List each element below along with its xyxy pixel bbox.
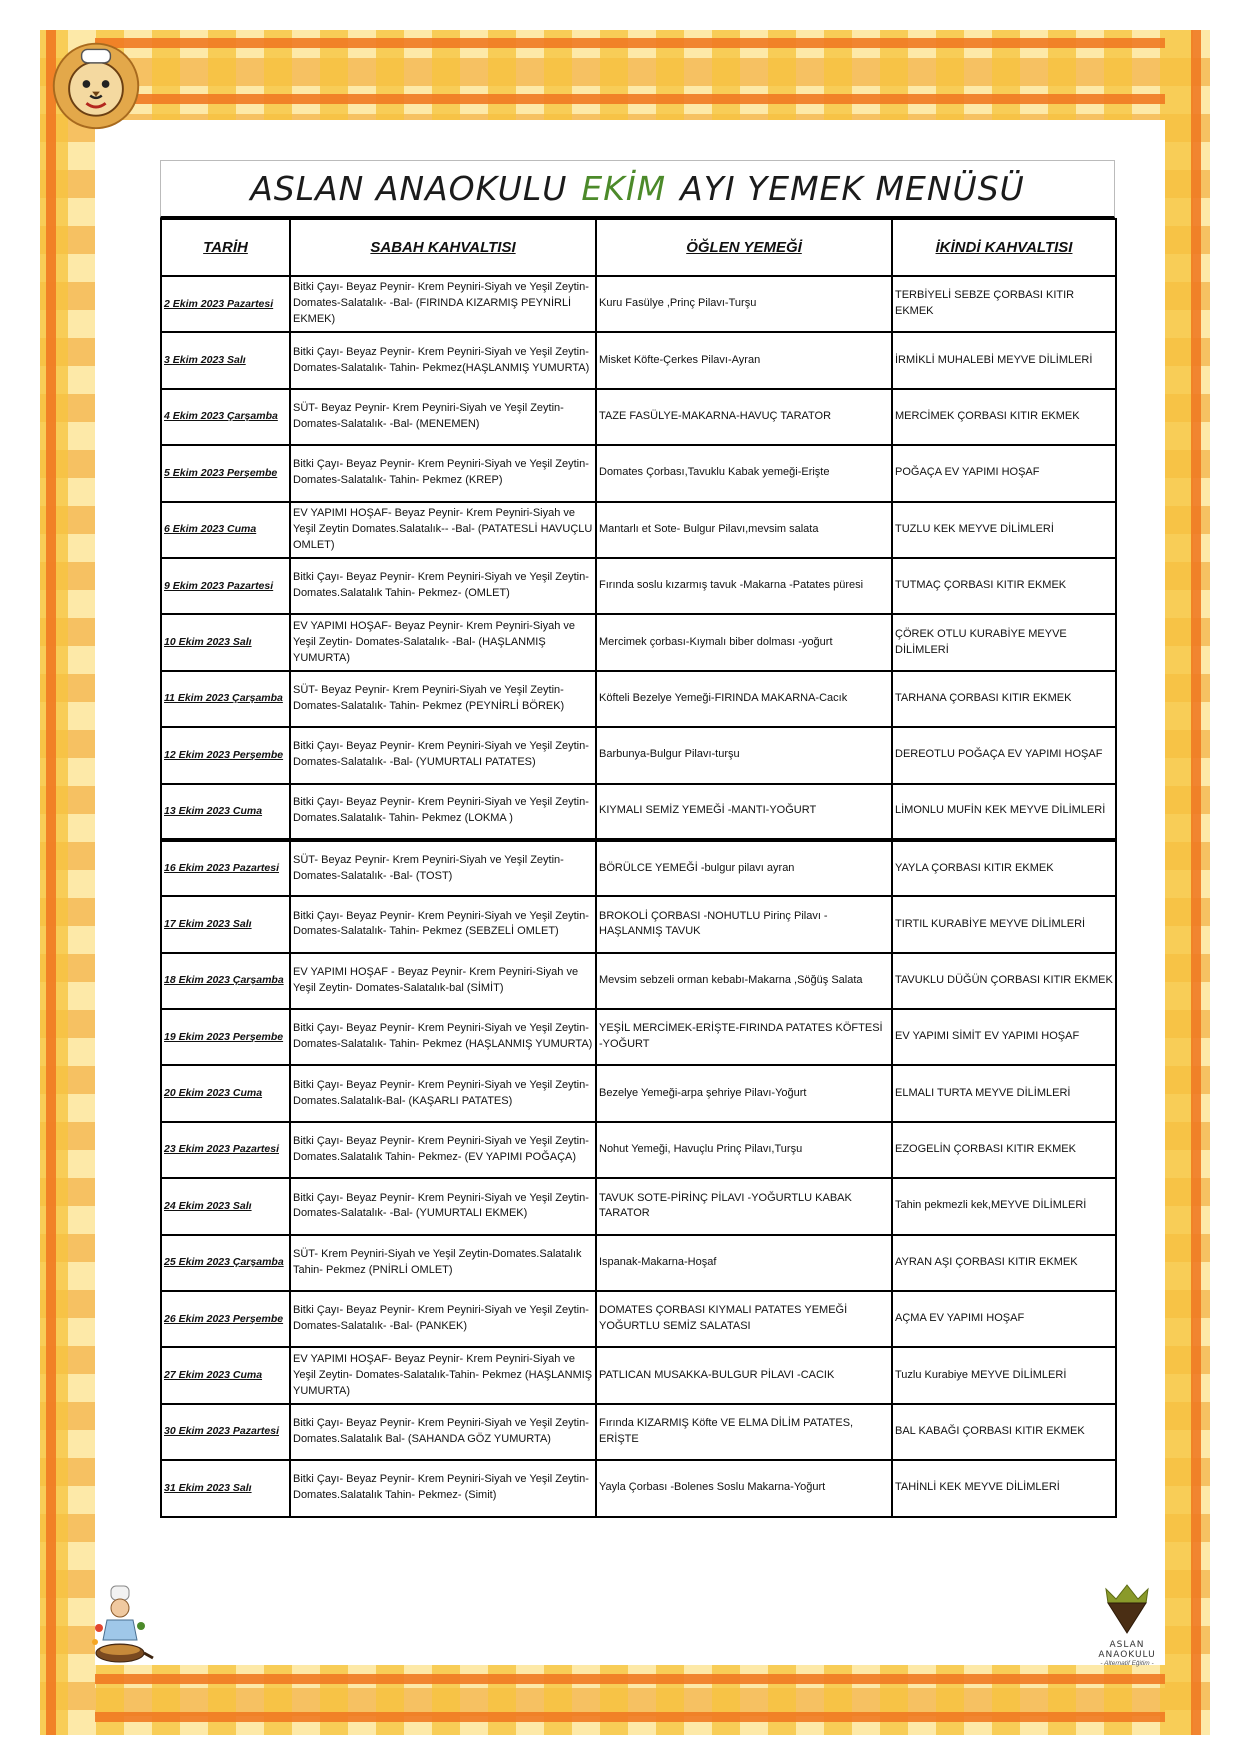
header-lunch: ÖĞLEN YEMEĞİ: [596, 219, 892, 276]
date-cell: 24 Ekim 2023 Salı: [161, 1178, 290, 1234]
title-rest: AYI YEMEK MENÜSÜ: [680, 169, 1025, 208]
snack-cell: Tuzlu Kurabiye MEYVE DİLİMLERİ: [892, 1347, 1116, 1403]
breakfast-cell: Bitki Çayı- Beyaz Peynir- Krem Peyniri-Siyah ve Yeşil Zeytin- Domates-Salatalık- -Bal- (YUMURTALI PATATES): [290, 727, 596, 783]
table-row: [161, 784, 1116, 840]
snack-cell: EV YAPIMI SİMİT EV YAPIMI HOŞAF: [892, 1009, 1116, 1065]
table-row: [161, 1065, 1116, 1121]
snack-cell: Tahin pekmezli kek,MEYVE DİLİMLERİ: [892, 1178, 1116, 1234]
breakfast-cell: EV YAPIMI HOŞAF - Beyaz Peynir- Krem Peyniri-Siyah ve Yeşil Zeytin- Domates-Salatalık-bal (SİMİT): [290, 953, 596, 1009]
border-bottom: [40, 1660, 1210, 1735]
table-row: [161, 1347, 1116, 1403]
breakfast-cell: EV YAPIMI HOŞAF- Beyaz Peynir- Krem Peyniri-Siyah ve Yeşil Zeytin Domates.Salatalık-- -Bal- (PATATESLİ HAVUÇLU OMLET): [290, 502, 596, 558]
breakfast-cell: Bitki Çayı- Beyaz Peynir- Krem Peyniri-Siyah ve Yeşil Zeytin-Domates.Salatalık- Tahin- Pekmez (LOKMA ): [290, 784, 596, 840]
snack-cell: TERBİYELİ SEBZE ÇORBASI KITIR EKMEK: [892, 276, 1116, 332]
table-row: [161, 276, 1116, 332]
date-cell: 18 Ekim 2023 Çarşamba: [161, 953, 290, 1009]
breakfast-cell: Bitki Çayı- Beyaz Peynir- Krem Peyniri-Siyah ve Yeşil Zeytin- Domates-Salatalık- -Bal- (FIRINDA KIZARMIŞ PEYNİRLİ EKMEK): [290, 276, 596, 332]
breakfast-cell: Bitki Çayı- Beyaz Peynir- Krem Peyniri-Siyah ve Yeşil Zeytin- Domates-Salatalık- Tahin- Pekmez(HAŞLANMIŞ YUMURTA): [290, 332, 596, 388]
title-month: EKİM: [581, 169, 667, 208]
date-cell: 23 Ekim 2023 Pazartesi: [161, 1122, 290, 1178]
table-row: [161, 1122, 1116, 1178]
lunch-cell: TAZE FASÜLYE-MAKARNA-HAVUÇ TARATOR: [596, 389, 892, 445]
breakfast-cell: EV YAPIMI HOŞAF- Beyaz Peynir- Krem Peyniri-Siyah ve Yeşil Zeytin- Domates-Salatalık- -Bal- (HAŞLANMIŞ YUMURTA): [290, 614, 596, 670]
date-cell: 6 Ekim 2023 Cuma: [161, 502, 290, 558]
table-row: [161, 727, 1116, 783]
table-row: [161, 389, 1116, 445]
date-cell: 31 Ekim 2023 Salı: [161, 1460, 290, 1516]
school-logo-tagline: - Alternatif Eğitim -: [1100, 1660, 1154, 1667]
page-title: [160, 160, 1115, 218]
lunch-cell: Fırında KIZARMIŞ Köfte VE ELMA DİLİM PATATES, ERİŞTE: [596, 1404, 892, 1460]
lunch-cell: TAVUK SOTE-PİRİNÇ PİLAVI -YOĞURTLU KABAK TARATOR: [596, 1178, 892, 1234]
lunch-cell: PATLICAN MUSAKKA-BULGUR PİLAVI -CACIK: [596, 1347, 892, 1403]
table-row: [161, 332, 1116, 388]
date-cell: 27 Ekim 2023 Cuma: [161, 1347, 290, 1403]
snack-cell: TAVUKLU DÜĞÜN ÇORBASI KITIR EKMEK: [892, 953, 1116, 1009]
snack-cell: TUZLU KEK MEYVE DİLİMLERİ: [892, 502, 1116, 558]
snack-cell: YAYLA ÇORBASI KITIR EKMEK: [892, 840, 1116, 896]
table-row: [161, 953, 1116, 1009]
menu-sheet: [160, 160, 1115, 1518]
lunch-cell: Bezelye Yemeği-arpa şehriye Pilavı-Yoğurt: [596, 1065, 892, 1121]
snack-cell: MERCİMEK ÇORBASI KITIR EKMEK: [892, 389, 1116, 445]
date-cell: 11 Ekim 2023 Çarşamba: [161, 671, 290, 727]
lunch-cell: Fırında soslu kızarmış tavuk -Makarna -Patates püresi: [596, 558, 892, 614]
snack-cell: EZOGELİN ÇORBASI KITIR EKMEK: [892, 1122, 1116, 1178]
date-cell: 13 Ekim 2023 Cuma: [161, 784, 290, 840]
lion-chef-logo-icon: [48, 36, 144, 132]
date-cell: 10 Ekim 2023 Salı: [161, 614, 290, 670]
date-cell: 19 Ekim 2023 Perşembe: [161, 1009, 290, 1065]
lunch-cell: Ispanak-Makarna-Hoşaf: [596, 1235, 892, 1291]
snack-cell: TUTMAÇ ÇORBASI KITIR EKMEK: [892, 558, 1116, 614]
date-cell: 5 Ekim 2023 Perşembe: [161, 445, 290, 501]
table-header-row: [161, 219, 1116, 276]
date-cell: 26 Ekim 2023 Perşembe: [161, 1291, 290, 1347]
snack-cell: POĞAÇA EV YAPIMI HOŞAF: [892, 445, 1116, 501]
date-cell: 30 Ekim 2023 Pazartesi: [161, 1404, 290, 1460]
snack-cell: ÇÖREK OTLU KURABİYE MEYVE DİLİMLERİ: [892, 614, 1116, 670]
breakfast-cell: SÜT- Beyaz Peynir- Krem Peyniri-Siyah ve Yeşil Zeytin-Domates-Salatalık- Tahin- Pekmez (PEYNİRLİ BÖREK): [290, 671, 596, 727]
table-row: [161, 1178, 1116, 1234]
breakfast-cell: SÜT- Krem Peyniri-Siyah ve Yeşil Zeytin-Domates.Salatalık Tahin- Pekmez (PNİRLİ OMLET): [290, 1235, 596, 1291]
school-logo: [1082, 1583, 1172, 1667]
breakfast-cell: Bitki Çayı- Beyaz Peynir- Krem Peyniri-Siyah ve Yeşil Zeytin-Domates.Salatalık Tahin- Pekmez- (EV YAPIMI POĞAÇA): [290, 1122, 596, 1178]
lunch-cell: Köfteli Bezelye Yemeği-FIRINDA MAKARNA-Cacık: [596, 671, 892, 727]
breakfast-cell: SÜT- Beyaz Peynir- Krem Peyniri-Siyah ve Yeşil Zeytin-Domates-Salatalık- -Bal- (TOST): [290, 840, 596, 896]
table-row: [161, 671, 1116, 727]
breakfast-cell: Bitki Çayı- Beyaz Peynir- Krem Peyniri-Siyah ve Yeşil Zeytin-Domates.Salatalık Tahin- Pekmez- (Simit): [290, 1460, 596, 1516]
menu-table: [160, 218, 1117, 1518]
breakfast-cell: EV YAPIMI HOŞAF- Beyaz Peynir- Krem Peyniri-Siyah ve Yeşil Zeytin- Domates-Salatalık-Tahin- Pekmez (HAŞLANMIŞ YUMURTA): [290, 1347, 596, 1403]
breakfast-cell: Bitki Çayı- Beyaz Peynir- Krem Peyniri-Siyah ve Yeşil Zeytin-Domates.Salatalık Bal- (SAHANDA GÖZ YUMURTA): [290, 1404, 596, 1460]
lunch-cell: Misket Köfte-Çerkes Pilavı-Ayran: [596, 332, 892, 388]
snack-cell: LİMONLU MUFİN KEK MEYVE DİLİMLERİ: [892, 784, 1116, 840]
snack-cell: AÇMA EV YAPIMI HOŞAF: [892, 1291, 1116, 1347]
table-row: [161, 445, 1116, 501]
lunch-cell: DOMATES ÇORBASI KIYMALI PATATES YEMEĞİ YOĞURTLU SEMİZ SALATASI: [596, 1291, 892, 1347]
border-left: [40, 30, 95, 1735]
lunch-cell: Domates Çorbası,Tavuklu Kabak yemeği-Erişte: [596, 445, 892, 501]
breakfast-cell: Bitki Çayı- Beyaz Peynir- Krem Peyniri-Siyah ve Yeşil Zeytin- Domates-Salatalık- -Bal- (YUMURTALI EKMEK): [290, 1178, 596, 1234]
lunch-cell: Mevsim sebzeli orman kebabı-Makarna ,Söğüş Salata: [596, 953, 892, 1009]
table-row: [161, 896, 1116, 952]
table-row: [161, 1009, 1116, 1065]
breakfast-cell: Bitki Çayı- Beyaz Peynir- Krem Peyniri-Siyah ve Yeşil Zeytin- Domates-Salatalık- Tahin- Pekmez (KREP): [290, 445, 596, 501]
header-snack: İKİNDİ KAHVALTISI: [892, 219, 1116, 276]
table-row: [161, 1460, 1116, 1516]
date-cell: 3 Ekim 2023 Salı: [161, 332, 290, 388]
snack-cell: TARHANA ÇORBASI KITIR EKMEK: [892, 671, 1116, 727]
lunch-cell: Mercimek çorbası-Kıymalı biber dolması -yoğurt: [596, 614, 892, 670]
school-logo-name: ASLAN ANAOKULU: [1098, 1640, 1156, 1660]
lunch-cell: Barbunya-Bulgur Pilavı-turşu: [596, 727, 892, 783]
breakfast-cell: Bitki Çayı- Beyaz Peynir- Krem Peyniri-Siyah ve Yeşil Zeytin- Domates-Salatalık- Tahin- Pekmez (SEBZELİ OMLET): [290, 896, 596, 952]
lunch-cell: Mantarlı et Sote- Bulgur Pilavı,mevsim salata: [596, 502, 892, 558]
table-row: [161, 614, 1116, 670]
lunch-cell: BÖRÜLCE YEMEĞİ -bulgur pilavı ayran: [596, 840, 892, 896]
date-cell: 16 Ekim 2023 Pazartesi: [161, 840, 290, 896]
title-school: ASLAN ANAOKULU: [250, 169, 568, 208]
date-cell: 20 Ekim 2023 Cuma: [161, 1065, 290, 1121]
table-row: [161, 1235, 1116, 1291]
date-cell: 12 Ekim 2023 Perşembe: [161, 727, 290, 783]
table-row: [161, 502, 1116, 558]
date-cell: 17 Ekim 2023 Salı: [161, 896, 290, 952]
breakfast-cell: Bitki Çayı- Beyaz Peynir- Krem Peyniri-Siyah ve Yeşil Zeytin- Domates-Salatalık- -Bal- (PANKEK): [290, 1291, 596, 1347]
table-row: [161, 840, 1116, 896]
snack-cell: TIRTIL KURABİYE MEYVE DİLİMLERİ: [892, 896, 1116, 952]
snack-cell: İRMİKLİ MUHALEBİ MEYVE DİLİMLERİ: [892, 332, 1116, 388]
chef-cooking-illustration-icon: [85, 1578, 155, 1673]
breakfast-cell: Bitki Çayı- Beyaz Peynir- Krem Peyniri-Siyah ve Yeşil Zeytin- Domates-Salatalık- Tahin- Pekmez (HAŞLANMIŞ YUMURTA): [290, 1009, 596, 1065]
date-cell: 2 Ekim 2023 Pazartesi: [161, 276, 290, 332]
lunch-cell: Yayla Çorbası -Bolenes Soslu Makarna-Yoğurt: [596, 1460, 892, 1516]
breakfast-cell: Bitki Çayı- Beyaz Peynir- Krem Peyniri-Siyah ve Yeşil Zeytin-Domates.Salatalık-Bal- (KAŞARLI PATATES): [290, 1065, 596, 1121]
header-breakfast: SABAH KAHVALTISI: [290, 219, 596, 276]
date-cell: 9 Ekim 2023 Pazartesi: [161, 558, 290, 614]
snack-cell: TAHİNLİ KEK MEYVE DİLİMLERİ: [892, 1460, 1116, 1516]
table-row: [161, 1291, 1116, 1347]
table-row: [161, 1404, 1116, 1460]
table-row: [161, 558, 1116, 614]
date-cell: 25 Ekim 2023 Çarşamba: [161, 1235, 290, 1291]
snack-cell: DEREOTLU POĞAÇA EV YAPIMI HOŞAF: [892, 727, 1116, 783]
border-right: [1165, 30, 1210, 1735]
crown-logo-icon: [1102, 1583, 1152, 1635]
lunch-cell: BROKOLİ ÇORBASI -NOHUTLU Pirinç Pilavı -HAŞLANMIŞ TAVUK: [596, 896, 892, 952]
lunch-cell: Nohut Yemeği, Havuçlu Prinç Pilavı,Turşu: [596, 1122, 892, 1178]
breakfast-cell: SÜT- Beyaz Peynir- Krem Peyniri-Siyah ve Yeşil Zeytin-Domates-Salatalık- -Bal- (MENEMEN): [290, 389, 596, 445]
lunch-cell: Kuru Fasülye ,Prinç Pilavı-Turşu: [596, 276, 892, 332]
lunch-cell: YEŞİL MERCİMEK-ERİŞTE-FIRINDA PATATES KÖFTESİ -YOĞURT: [596, 1009, 892, 1065]
header-date: TARİH: [161, 219, 290, 276]
snack-cell: AYRAN AŞI ÇORBASI KITIR EKMEK: [892, 1235, 1116, 1291]
snack-cell: BAL KABAĞI ÇORBASI KITIR EKMEK: [892, 1404, 1116, 1460]
breakfast-cell: Bitki Çayı- Beyaz Peynir- Krem Peyniri-Siyah ve Yeşil Zeytin-Domates.Salatalık Tahin- Pekmez- (OMLET): [290, 558, 596, 614]
lunch-cell: KIYMALI SEMİZ YEMEĞİ -MANTI-YOĞURT: [596, 784, 892, 840]
snack-cell: ELMALI TURTA MEYVE DİLİMLERİ: [892, 1065, 1116, 1121]
date-cell: 4 Ekim 2023 Çarşamba: [161, 389, 290, 445]
